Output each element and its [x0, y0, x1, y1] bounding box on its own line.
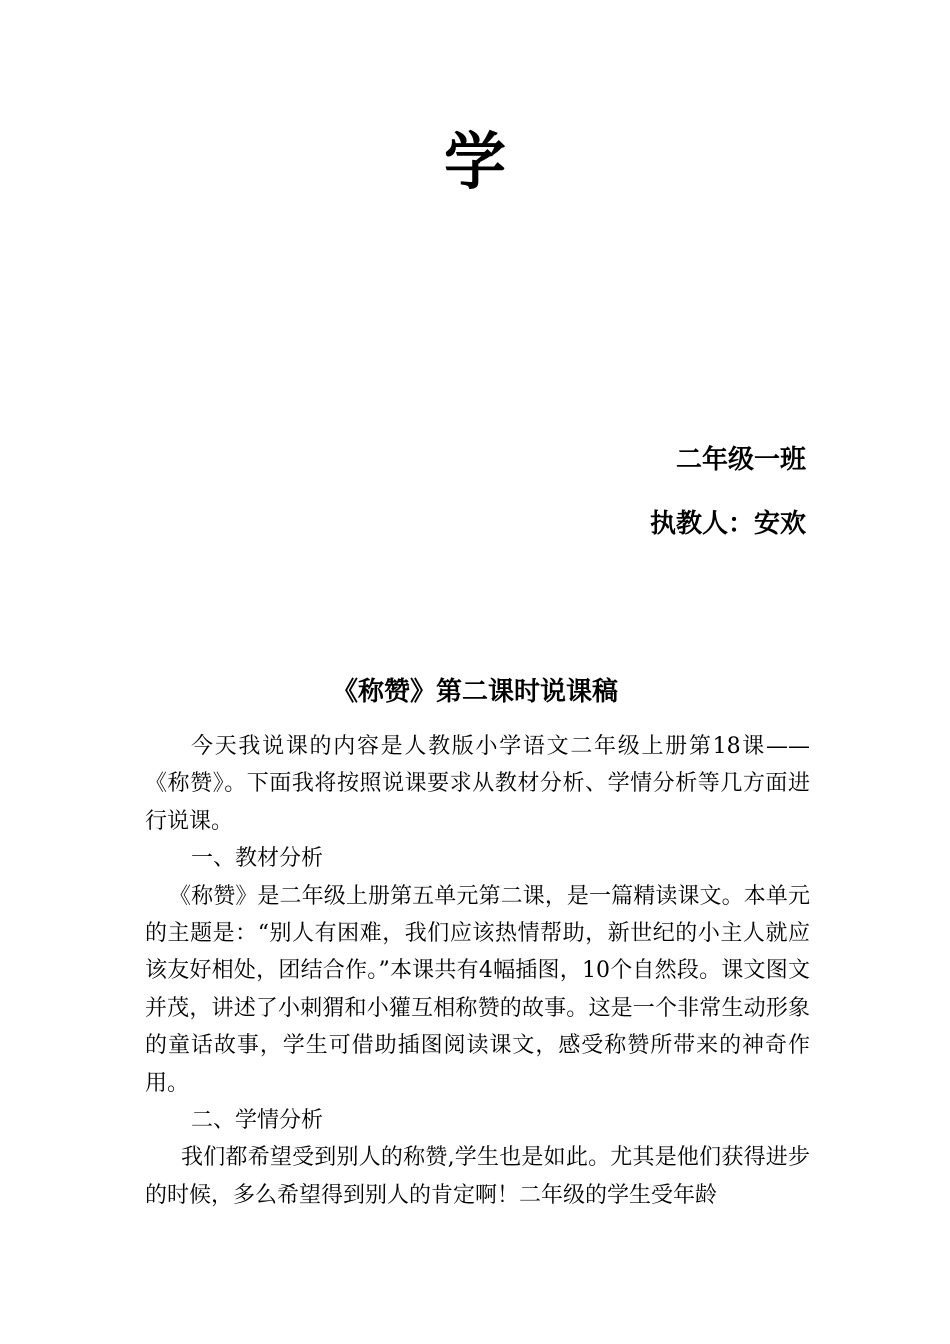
textbook-analysis-paragraph: 《称赞》是二年级上册第五单元第二课，是一篇精读课文。本单元的主题是：“别人有困难，我们应该热情帮助，新世纪的小主人就应该友好相处，团结合作。”本课共有4幅插图，10个自然段。课文图文并茂，讲述了小刺猬和小獾互相称赞的故事。这是一个非常生动形象的童话故事，学生可借助插图阅读课文，感受称赞所带来的神奇作用。 — [145, 883, 810, 1096]
teacher-name: 执教人：安欢 — [649, 509, 806, 539]
intro-paragraph: 今天我说课的内容是人教版小学语文二年级上册第18课——《称赞》。下面我将按照说课要求从教材分析、学情分析等几方面进行说课。 — [145, 734, 810, 834]
section-heading-textbook-analysis: 一、教材分析 — [191, 846, 324, 872]
document-title: 《称赞》第二课时说课稿 — [331, 677, 618, 707]
student-analysis-paragraph: 我们都希望受到别人的称赞,学生也是如此。尤其是他们获得进步的时候，多么希望得到别人的肯定啊！二年级的学生受年龄 — [145, 1145, 810, 1208]
document-body — [145, 728, 810, 1214]
large-title-character: 学 — [443, 125, 506, 198]
section-heading-student-analysis: 二、学情分析 — [191, 1108, 324, 1134]
class-name: 二年级一班 — [675, 445, 806, 475]
